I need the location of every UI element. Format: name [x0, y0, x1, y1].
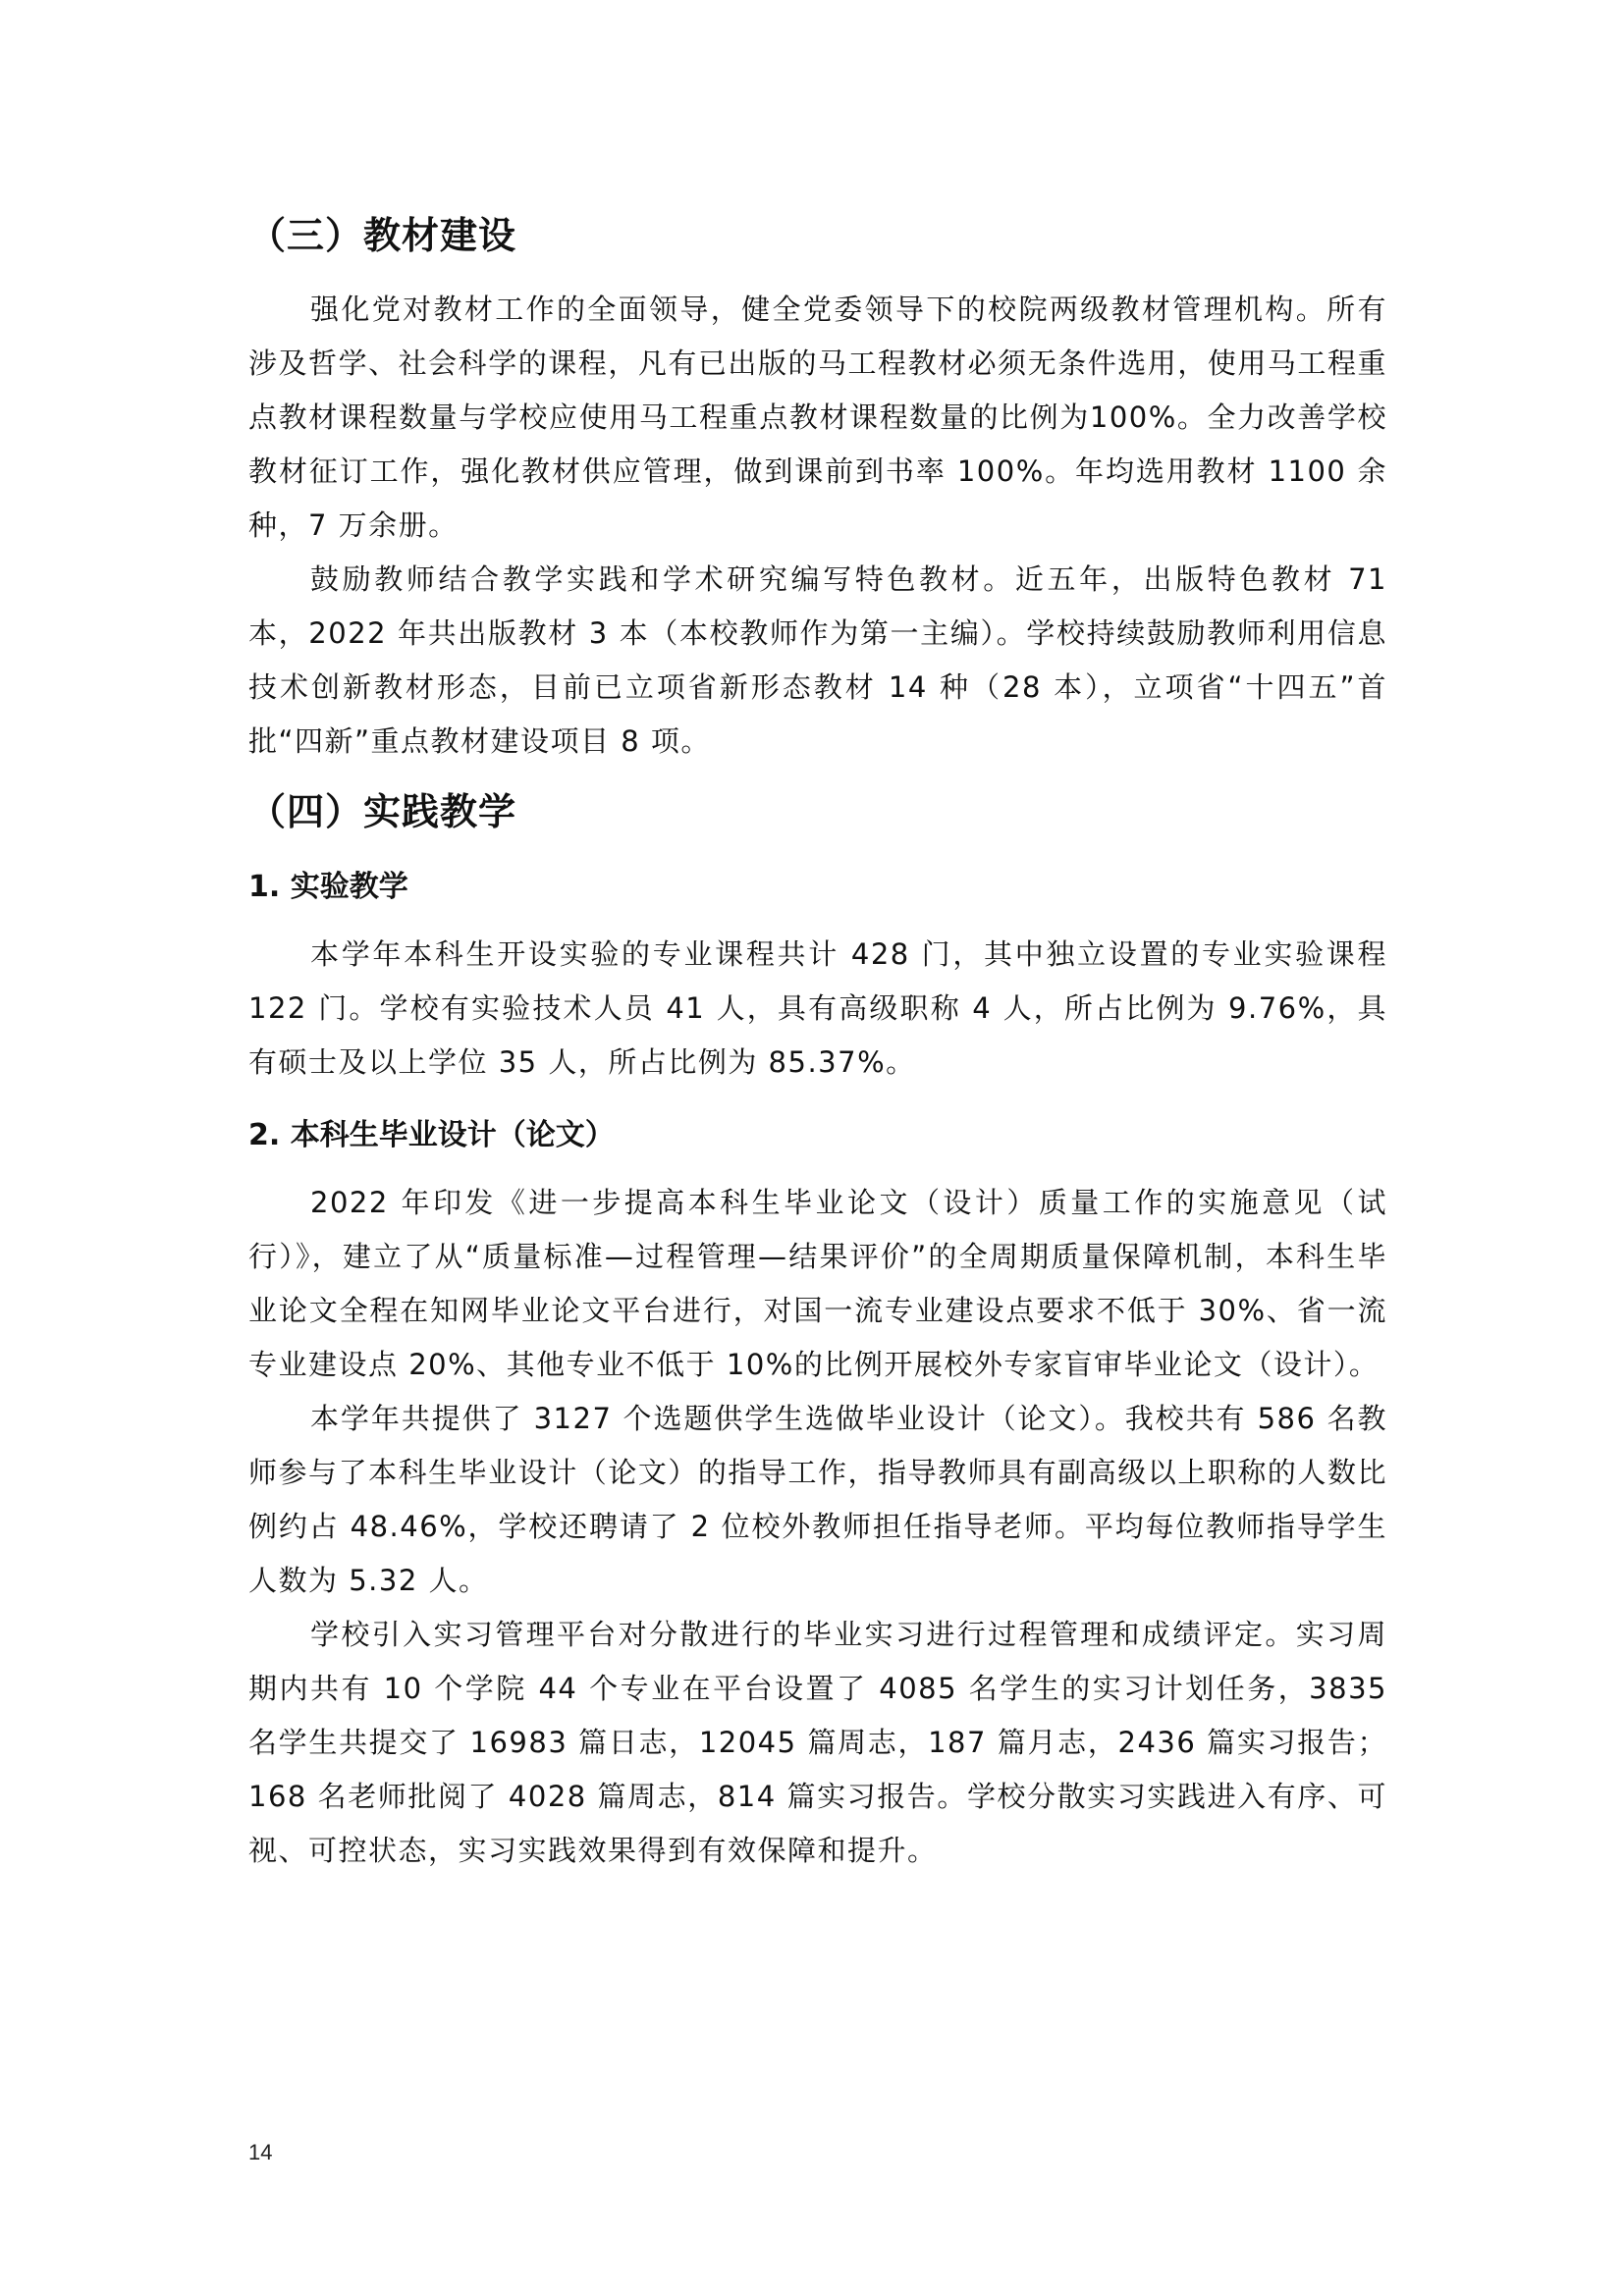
- paragraph: 本学年共提供了 3127 个选题供学生选做毕业设计（论文）。我校共有 586 名教师参与了本科生毕业设计（论文）的指导工作，指导教师具有副高级以上职称的人数比例约占 48.46%，学校还聘请了 2 位校外教师担任指导老师。平均每位教师指导学生人数为 5.32 人。: [248, 1402, 1387, 1597]
- paragraph: 鼓励教师结合教学实践和学术研究编写特色教材。近五年，出版特色教材 71 本，2022 年共出版教材 3 本（本校教师作为第一主编）。学校持续鼓励教师利用信息技术创新教材形态，目前已立项省新形态教材 14 种（28 本），立项省“十四五”首批“四新”重点教材建设项目 8 项。: [248, 562, 1387, 758]
- paragraph: 本学年本科生开设实验的专业课程共计 428 门，其中独立设置的专业实验课程 122 门。学校有实验技术人员 41 人，具有高级职称 4 人，所占比例为 9.76%，具有硕士及以上学位 35 人，所占比例为 85.37%。: [248, 937, 1387, 1079]
- page-number: 14: [248, 2140, 273, 2164]
- paragraph: 强化党对教材工作的全面领导，健全党委领导下的校院两级教材管理机构。所有涉及哲学、社会科学的课程，凡有已出版的马工程教材必须无条件选用，使用马工程重点教材课程数量与学校应使用马工程重点教材课程数量的比例为100%。全力改善学校教材征订工作，强化教材供应管理，做到课前到书率 100%。年均选用教材 1100 余种，7 万余册。: [248, 293, 1387, 542]
- subsection-heading-experiment: 1. 实验教学: [248, 870, 408, 904]
- section-heading-textbook: （三）教材建设: [248, 214, 517, 257]
- page-content: [248, 206, 1387, 1878]
- paragraph: 学校引入实习管理平台对分散进行的毕业实习进行过程管理和成绩评定。实习周期内共有 10 个学院 44 个专业在平台设置了 4085 名学生的实习计划任务，3835 名学生共提交了 16983 篇日志，12045 篇周志，187 篇月志，2436 篇实习报告；168 名老师批阅了 4028 篇周志，814 篇实习报告。学校分散实习实践进入有序、可视、可控状态，实习实践效果得到有效保障和提升。: [248, 1618, 1387, 1867]
- subsection-heading-thesis: 2. 本科生毕业设计（论文）: [248, 1118, 615, 1152]
- section-heading-practice: （四）实践教学: [248, 790, 517, 833]
- paragraph: 2022 年印发《进一步提高本科生毕业论文（设计）质量工作的实施意见（试行）》，建立了从“质量标准—过程管理—结果评价”的全周期质量保障机制，本科生毕业论文全程在知网毕业论文平台进行，对国一流专业建设点要求不低于 30%、省一流专业建设点 20%、其他专业不低于 10%的比例开展校外专家盲审毕业论文（设计）。: [248, 1186, 1387, 1381]
